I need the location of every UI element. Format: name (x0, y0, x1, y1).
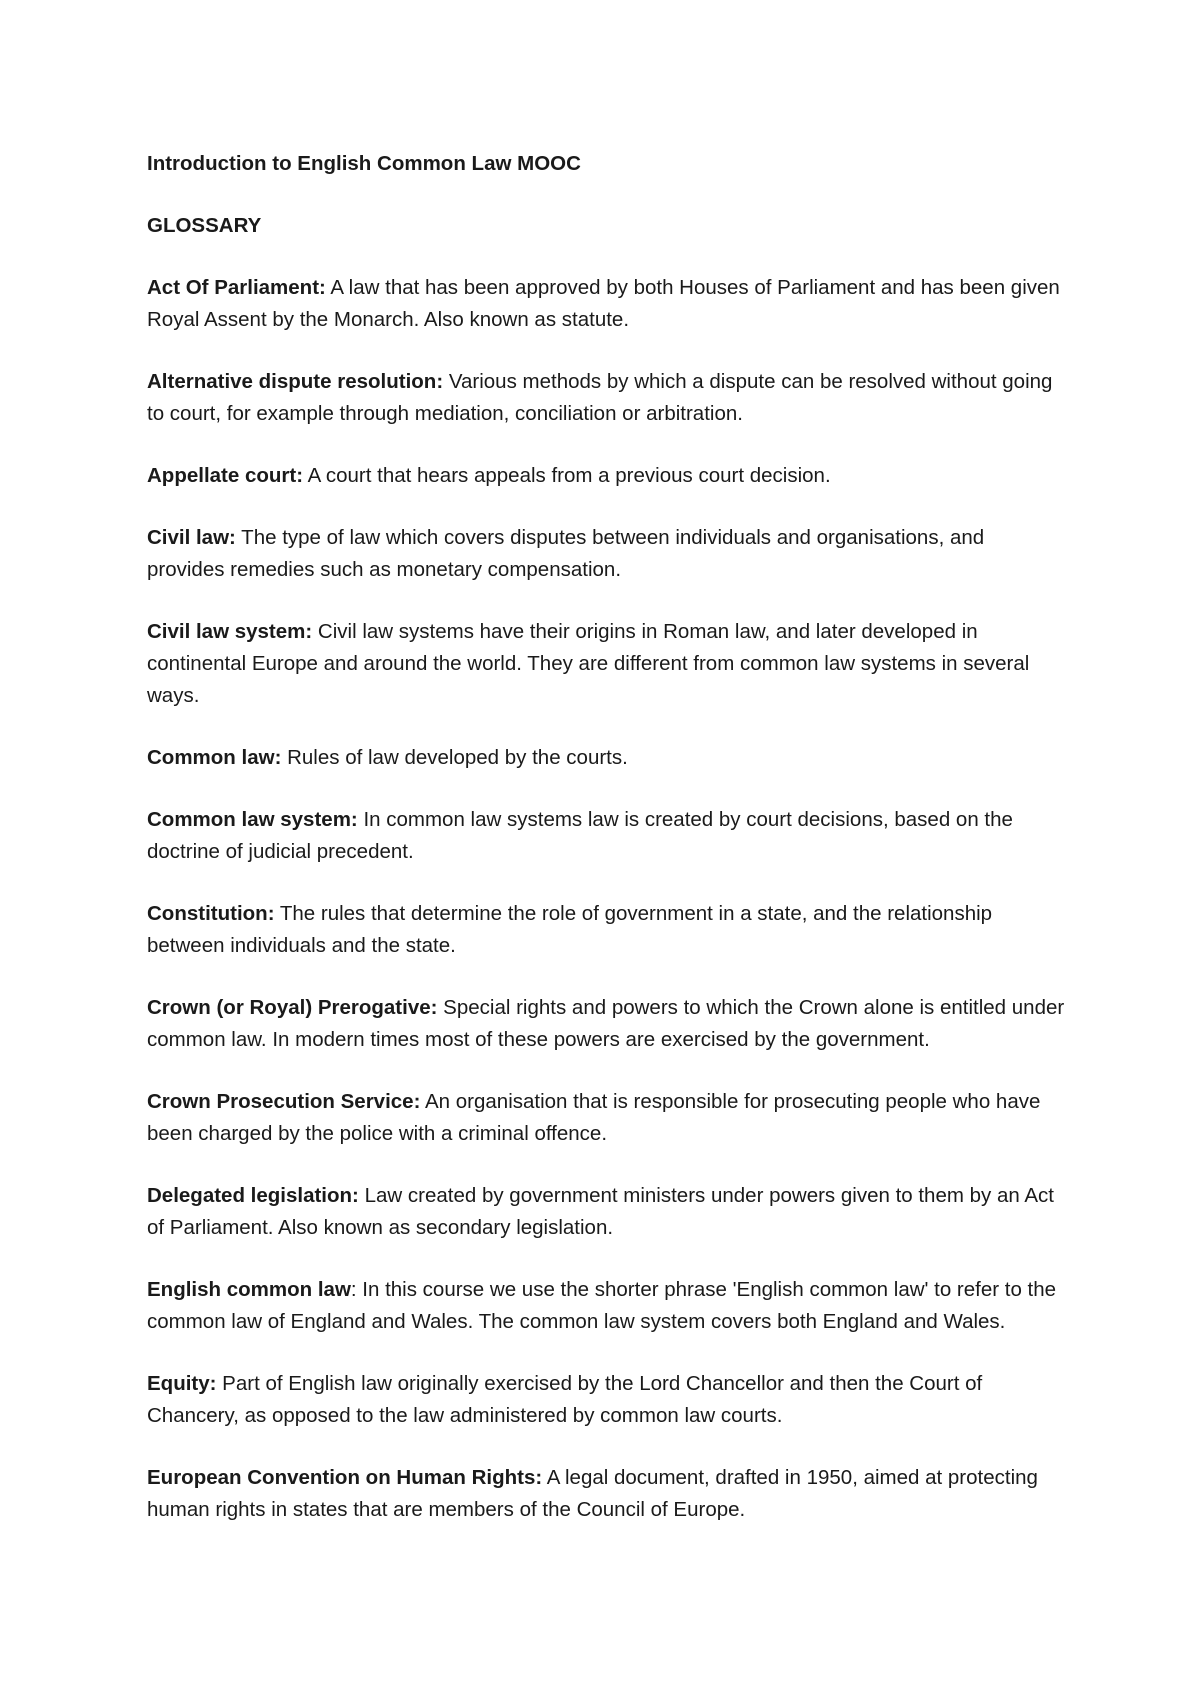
glossary-definition: Law created by government ministers under powers given to them by an Act of Parliament. Also known as secondary legislation. (147, 1184, 1054, 1239)
glossary-term: Civil law system: (147, 620, 313, 643)
glossary-entry (147, 1368, 1067, 1432)
glossary-definition: A legal document, drafted in 1950, aimed at protecting human rights in states that are members of the Council of Europe. (147, 1466, 1038, 1521)
glossary-definition: Rules of law developed by the courts. (281, 746, 628, 769)
document-page (147, 148, 1067, 1556)
glossary-definition: The type of law which covers disputes between individuals and organisations, and provides remedies such as monetary compensation. (147, 526, 985, 581)
glossary-definition: The rules that determine the role of government in a state, and the relationship between individuals and the state. (147, 902, 993, 957)
glossary-entry (147, 1462, 1067, 1526)
glossary-entry (147, 460, 1067, 492)
glossary-term: Constitution: (147, 902, 275, 925)
glossary-entry (147, 992, 1067, 1056)
glossary-term: Appellate court: (147, 464, 304, 487)
glossary-entry (147, 272, 1067, 336)
glossary-definition: Various methods by which a dispute can be resolved without going to court, for example through mediation, conciliation or arbitration. (147, 370, 1053, 425)
glossary-term: Delegated legislation: (147, 1184, 359, 1207)
glossary-definition: An organisation that is responsible for prosecuting people who have been charged by the police with a criminal offence. (147, 1090, 1041, 1145)
glossary-entry (147, 1274, 1067, 1338)
glossary-term: Equity: (147, 1372, 217, 1395)
glossary-definition: Special rights and powers to which the Crown alone is entitled under common law. In modern times most of these powers are exercised by the government. (147, 996, 1065, 1051)
glossary-entry (147, 1086, 1067, 1150)
glossary-definition: In common law systems law is created by court decisions, based on the doctrine of judicial precedent. (147, 808, 1013, 863)
glossary-entry (147, 742, 1067, 774)
glossary-entry (147, 616, 1067, 712)
glossary-term: Crown Prosecution Service: (147, 1090, 421, 1113)
glossary-definition: : In this course we use the shorter phrase 'English common law' to refer to the common law of England and Wales. The common law system covers both England and Wales. (147, 1278, 1057, 1333)
glossary-term: European Convention on Human Rights: (147, 1466, 543, 1489)
document-title: Introduction to English Common Law MOOC (147, 152, 581, 175)
glossary-term: Crown (or Royal) Prerogative: (147, 996, 438, 1019)
glossary-term: Common law: (147, 746, 282, 769)
glossary-heading: GLOSSARY (147, 214, 262, 237)
glossary-term: Civil law: (147, 526, 236, 549)
glossary-term: Act Of Parliament: (147, 276, 326, 299)
glossary-definition: A court that hears appeals from a previous court decision. (303, 464, 831, 487)
glossary-entry (147, 1180, 1067, 1244)
glossary-term: English common law (147, 1278, 351, 1301)
glossary-term: Alternative dispute resolution: (147, 370, 444, 393)
glossary-entry (147, 898, 1067, 962)
glossary-term: Common law system: (147, 808, 358, 831)
glossary-definition: Civil law systems have their origins in Roman law, and later developed in continental Europe and around the world. They are different from common law systems in several ways. (147, 620, 1030, 707)
glossary-entry (147, 366, 1067, 430)
glossary-entry (147, 522, 1067, 586)
glossary-entry (147, 804, 1067, 868)
glossary-definition: Part of English law originally exercised by the Lord Chancellor and then the Court of Chancery, as opposed to the law administered by common law courts. (147, 1372, 983, 1427)
glossary-definition: A law that has been approved by both Houses of Parliament and has been given Royal Assent by the Monarch. Also known as statute. (147, 276, 1060, 331)
